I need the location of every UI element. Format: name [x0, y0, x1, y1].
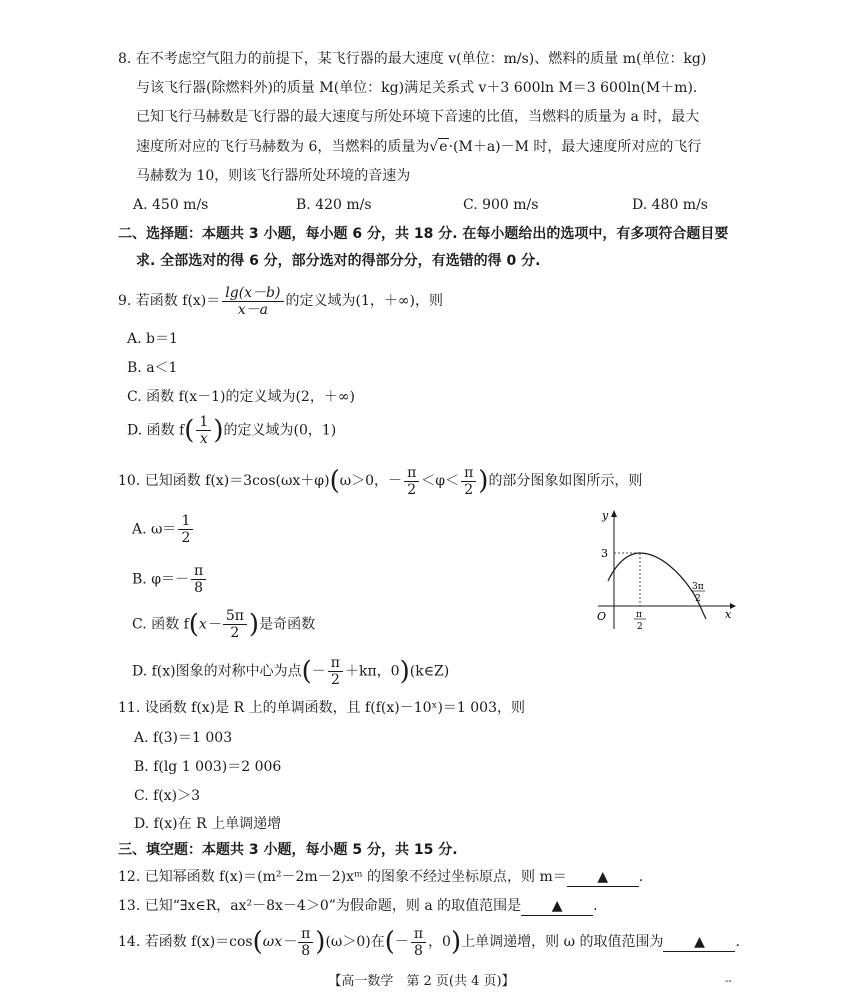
q9-prefix: 9. 若函数 f(x)＝: [118, 293, 221, 309]
q10-option-d: D. f(x)图象的对称中心为点(－ $\frac{\pi}{2}$ ＋kπ，0)(k∈Z): [132, 655, 450, 688]
q10-option-a-fraction: [178, 513, 193, 546]
q9-suffix: 的定义域为(1，＋∞)，则: [285, 293, 443, 309]
q9-option-d: D. 函数 f( $\frac{1}{x}$ )的定义域为(0，1): [127, 414, 337, 447]
q8-sqrt-e: e: [439, 139, 448, 155]
q13-answer-blank: ▲: [521, 897, 593, 916]
q14-fraction-2: [411, 926, 426, 959]
q8-line-4: 速度所对应的飞行马赫数为 6，当燃料的质量为√e·(M＋a)－M 时，最大速度所对应的飞行: [136, 139, 702, 155]
q10-option-c-prefix: C. 函数 f: [132, 616, 189, 633]
q11-option-c: C. f(x)＞3: [134, 788, 201, 804]
q10-option-c-num: 5π: [223, 608, 247, 625]
q10-cond-num-2: π: [461, 465, 476, 482]
q10-option-c-den: 2: [230, 625, 240, 641]
q10-option-a: [132, 513, 195, 546]
q10-option-b-prefix: B. φ＝－: [132, 571, 189, 588]
q8-line-4-a: 速度所对应的飞行马赫数为 6，当燃料的质量为: [136, 139, 430, 155]
q14-num-1: π: [298, 926, 313, 943]
q8-option-a: A. 450 m/s: [133, 197, 209, 213]
q12-text: 12. 已知幂函数 f(x)＝(m²－2m－2)xᵐ 的图象不经过坐标原点，则 m＝: [118, 869, 567, 885]
q10-stem: 10. 已知函数 f(x)＝3cos(ωx＋φ)(ω＞0，－ $\frac{\pi}{2}$ ＜φ＜ $\frac{\pi}{2}$ )的部分图象如图所示，则: [118, 464, 643, 498]
q10-option-a-den: 2: [181, 530, 191, 546]
q11-option-d: D. f(x)在 R 上单调递增: [134, 816, 282, 832]
q8-line-1: 8. 在不考虑空气阻力的前提下，某飞行器的最大速度 v(单位：m/s)、燃料的质量 m(单位：kg): [118, 51, 707, 67]
q10-option-b-num: π: [191, 563, 206, 580]
q10-option-d-prefix: D. f(x)图象的对称中心为点: [132, 663, 302, 680]
y-axis-label: y: [602, 509, 609, 522]
q9-frac-den: x－a: [237, 301, 268, 318]
q11-stem: 11. 设函数 f(x)是 R 上的单调函数，且 f(f(x)－10ˣ)＝1 003，则: [118, 700, 525, 716]
y-axis-arrow: [611, 510, 617, 517]
q8-option-c: C. 900 m/s: [463, 197, 539, 213]
q8-option-d: D. 480 m/s: [632, 197, 708, 213]
q8-line-2: 与该飞行器(除燃料外)的质量 M(单位：kg)满足关系式 v＋3 600ln M＝3 600ln(M＋m).: [136, 80, 698, 96]
x-tick-3pi-over-2-num: 3π: [692, 582, 704, 592]
section-2-heading-2: 求. 全部选对的得 6 分，部分选对的得部分分，有选错的得 0 分.: [136, 253, 541, 269]
q9-option-d-fraction: [196, 414, 211, 447]
q10-option-d-den: 2: [330, 672, 340, 688]
q10-cond-a: ω＞0，－: [339, 473, 403, 489]
x-tick-3pi-over-2-den: 2: [695, 594, 701, 604]
q12: [118, 866, 643, 888]
q14-mid-b: (ω＞0)在: [325, 934, 385, 950]
x-tick-pi-over-2-den: 2: [637, 622, 643, 632]
corner-mark: --: [725, 976, 732, 987]
q13-end: .: [593, 898, 598, 914]
q10-option-d-suffix: (k∈Z): [409, 663, 450, 680]
q9-option-d-num: 1: [196, 414, 211, 431]
q10-option-d-mid: －: [311, 663, 326, 680]
q14-den-2: 8: [414, 942, 423, 959]
q10-cond-frac-2: [461, 465, 476, 498]
q14-answer-blank: ▲: [663, 933, 735, 952]
q12-end: .: [638, 869, 644, 885]
q10-option-b: [132, 563, 208, 596]
q11-option-b: B. f(lg 1 003)＝2 006: [134, 759, 282, 775]
q10-prefix: 10. 已知函数 f(x)＝3cos(ωx＋φ): [118, 473, 330, 489]
q10-option-d-tail: ＋kπ，0: [345, 663, 400, 680]
q10-option-d-num: π: [328, 655, 343, 672]
q14-prefix: 14. 若函数 f(x)＝cos: [118, 934, 253, 950]
q9-stem: [118, 284, 443, 318]
q12-answer-blank: ▲: [567, 868, 639, 887]
q8-option-b: B. 420 m/s: [296, 197, 372, 213]
q14-den-1: 8: [301, 942, 311, 959]
q9-option-c: C. 函数 f(x－1)的定义域为(2，＋∞): [127, 389, 355, 405]
q8-line-3: 已知飞行马赫数是飞行器的最大速度与所处环境下音速的比值，当燃料的质量为 a 时，最大: [136, 109, 700, 125]
page-footer: 【高一数学 第 2 页(共 4 页)】: [328, 974, 515, 989]
q10-option-b-fraction: [191, 563, 206, 596]
q10-option-c: C. 函数 f(x－ $\frac{5\pi}{2}$ )是奇函数: [132, 608, 316, 641]
q9-frac-num: lg(x－b): [222, 285, 283, 302]
q10-option-b-den: 8: [194, 580, 204, 596]
q10-cond-frac-1: [404, 465, 419, 498]
q14-mid-a: ωx－: [262, 934, 297, 950]
x-tick-pi-over-2-num: π: [636, 610, 642, 620]
q10-cond-num-1: π: [404, 465, 419, 482]
q9-option-d-den: x: [199, 431, 208, 447]
q13: [118, 895, 598, 917]
q13-text: 13. 已知“∃x∈R，ax²－8x－4＞0”为假命题，则 a 的取值范围是: [118, 898, 522, 914]
q10-option-a-num: 1: [178, 513, 193, 530]
q9-option-d-prefix: D. 函数 f: [127, 422, 185, 439]
q14-suffix: 上单调递增，则 ω 的取值范围为: [461, 934, 664, 950]
q10-cosine-graph: [588, 505, 738, 635]
q14: 14. 若函数 f(x)＝cos(ωx－ $\frac{\pi}{8}$ )(ω＞0)在(－ $\frac{\pi}{8}$ ，0)上单调递增，则 ω 的取值范围为 ▲ .: [118, 925, 740, 959]
q9-option-d-suffix: 的定义域为(0，1): [223, 422, 337, 439]
q14-fraction-1: [298, 926, 313, 959]
y-tick-3: 3: [601, 547, 608, 560]
section-3-heading: 三、填空题：本题共 3 小题，每小题 5 分，共 15 分.: [118, 842, 458, 858]
q9-fraction: [222, 285, 283, 318]
q11-option-a: A. f(3)＝1 003: [134, 730, 233, 746]
q14-num-2: π: [411, 926, 426, 943]
q9-option-a: A. b＝1: [127, 331, 178, 347]
q10-option-a-prefix: A. ω＝: [132, 521, 177, 538]
section-2-heading-1: 二、选择题：本题共 3 小题，每小题 6 分，共 18 分. 在每小题给出的选项中，有多项符合题目要: [118, 226, 729, 242]
q10-option-c-fraction: [223, 608, 247, 641]
origin-label: O: [597, 610, 607, 623]
q10-cond-den-2: 2: [464, 481, 474, 498]
q10-cond-b: ＜φ＜: [421, 473, 460, 489]
q10-option-d-fraction: [328, 655, 343, 688]
q10-option-c-suffix: 是奇函数: [259, 616, 316, 633]
q9-option-b: B. a＜1: [127, 360, 178, 376]
q8-line-4-b: ·(M＋a)－M 时，最大速度所对应的飞行: [448, 139, 702, 155]
q10-suffix: 的部分图象如图所示，则: [488, 473, 643, 489]
q14-mid-c: －: [394, 934, 409, 950]
q10-cond-den-1: 2: [407, 481, 417, 498]
q8-line-5: 马赫数为 10，则该飞行器所处环境的音速为: [136, 168, 411, 184]
q14-mid-d: ，0: [428, 934, 451, 950]
q14-end: .: [735, 934, 740, 950]
q10-option-c-mid: x－: [198, 616, 221, 633]
x-axis-label: x: [725, 608, 732, 621]
